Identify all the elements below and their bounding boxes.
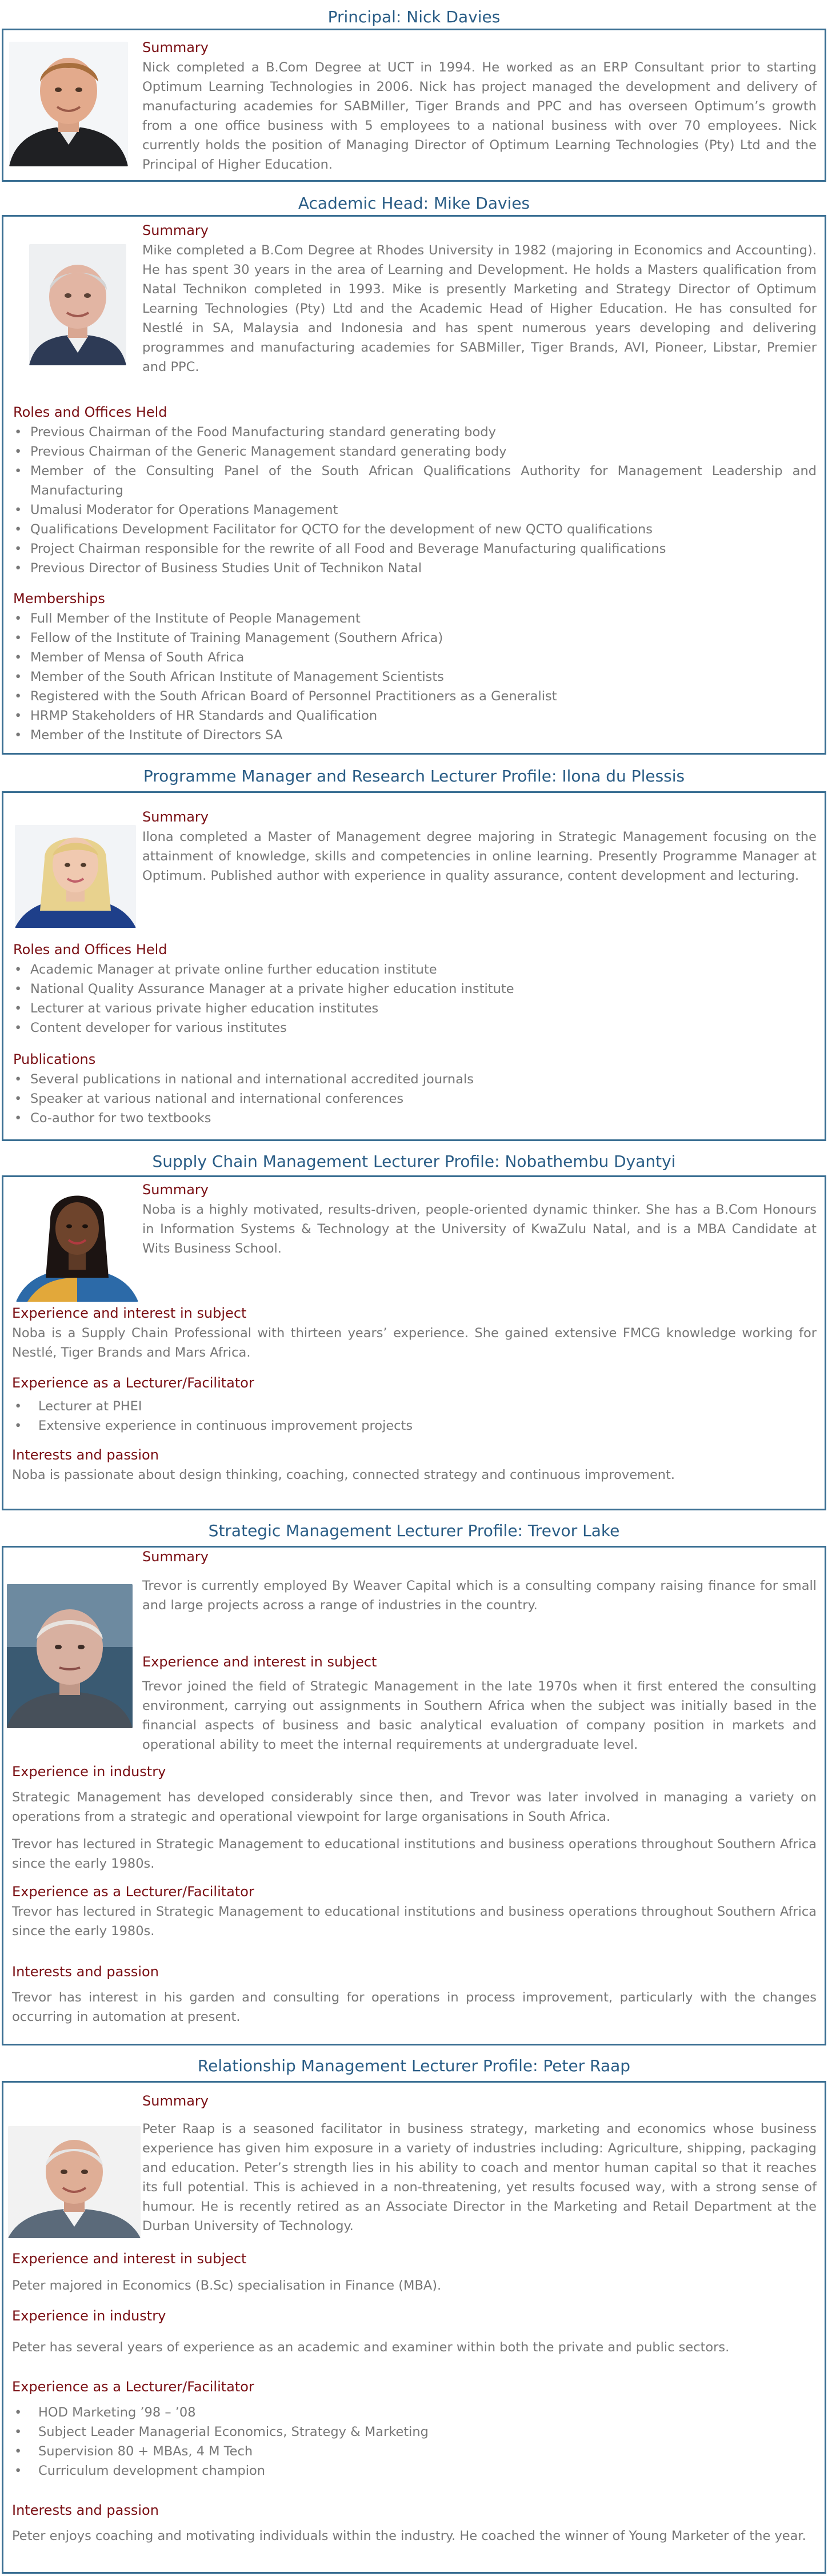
- strategic-industry-heading: Experience in industry: [12, 1764, 166, 1780]
- strategic-summary-heading: Summary: [142, 1549, 209, 1565]
- supply-chain-summary-heading: Summary: [142, 1182, 209, 1198]
- list-item: • Previous Chairman of the Food Manufacturing standard generating body: [13, 422, 817, 442]
- list-item: • Supervision 80 + MBAs, 4 M Tech: [12, 2442, 817, 2461]
- list-item: • Member of the South African Institute of Management Scientists: [13, 667, 817, 687]
- list-item: • Registered with the South African Board of Personnel Practitioners as a Generalist: [13, 687, 817, 706]
- supply-chain-experience-heading: Experience and interest in subject: [12, 1305, 247, 1321]
- list-item: • Several publications in national and international accredited journals: [13, 1070, 817, 1089]
- relationship-experience: Peter majored in Economics (B.Sc) specialisation in Finance (MBA).: [12, 2278, 442, 2293]
- programme-manager-publications-list: [13, 1070, 817, 1128]
- academic-head-title: Academic Head: Mike Davies: [298, 194, 530, 213]
- programme-manager-roles-list: [13, 960, 817, 1038]
- relationship-card: [2, 2081, 826, 2574]
- programme-manager-roles-heading: Roles and Offices Held: [13, 942, 167, 958]
- list-item: • Previous Chairman of the Generic Management standard generating body: [13, 442, 817, 461]
- academic-head-memberships-heading: Memberships: [13, 591, 105, 607]
- list-item: • Umalusi Moderator for Operations Management: [13, 500, 817, 520]
- programme-manager-photo: [15, 825, 136, 928]
- supply-chain-interests-heading: Interests and passion: [12, 1447, 159, 1463]
- list-item: • Academic Manager at private online further education institute: [13, 960, 817, 979]
- principal-summary: Nick completed a B.Com Degree at UCT in 1994. He worked as an ERP Consultant prior to starting Optimum Learning Technologies in 2006. Nick has project managed the development and delivery of manufacturing academies for SABMiller, Tiger Brands and PPC and has overseen Optimum’s growth from a one office business with 5 employees to a national business with over 70 employees. Nick currently holds the position of Managing Director of Optimum Learning Technologies (Pty) Ltd and the Principal of Higher Education.: [142, 60, 817, 172]
- list-item: • Previous Director of Business Studies Unit of Technikon Natal: [13, 559, 817, 578]
- list-item: • Speaker at various national and international conferences: [13, 1089, 817, 1108]
- strategic-industry-2: Trevor has lectured in Strategic Management to educational institutions and business operations throughout Southern Africa since the early 1980s.: [12, 1837, 817, 1871]
- list-item: • National Quality Assurance Manager at a private higher education institute: [13, 979, 817, 999]
- strategic-interests-heading: Interests and passion: [12, 1964, 159, 1980]
- list-item: • HOD Marketing ’98 – ’08: [12, 2403, 817, 2422]
- list-item: • Full Member of the Institute of People Management: [13, 609, 817, 628]
- supply-chain-interests: Noba is passionate about design thinking, coaching, connected strategy and continuous improvement.: [12, 1468, 675, 1482]
- list-item: • Member of Mensa of South Africa: [13, 648, 817, 667]
- strategic-industry-1: Strategic Management has developed considerably since then, and Trevor was later involved in managing a variety on operations from a strategic and operational viewpoint for large organisations in South Africa.: [12, 1790, 817, 1824]
- supply-chain-summary: Noba is a highly motivated, results-driven, people-oriented dynamic thinker. She has a B.Com Honours in Information Systems & Technology at the University of KwaZulu Natal, and is a MBA Candidate at Wits Business School.: [142, 1202, 817, 1256]
- academic-head-memberships-list: [13, 609, 817, 745]
- relationship-summary-heading: Summary: [142, 2093, 209, 2109]
- supply-chain-lecturer-list: [12, 1397, 817, 1435]
- relationship-experience-heading: Experience and interest in subject: [12, 2251, 247, 2267]
- relationship-summary: Peter Raap is a seasoned facilitator in business strategy, marketing and economics whose business experience has given him exposure in a variety of industries including: Agriculture, shipping, packaging and education. Peter’s strength lies in his ability to coach and mentor human capital so that it reaches its full potential. This is achieved in a non-threatening, yet results focused way, with a strong sense of humour. He is recently retired as an Associate Director in the Marketing and Retail Department at the Durban University of Technology.: [142, 2122, 817, 2234]
- list-item: • Co-author for two textbooks: [13, 1108, 817, 1128]
- list-item: • Member of the Institute of Directors SA: [13, 725, 817, 745]
- supply-chain-title: Supply Chain Management Lecturer Profile: Nobathembu Dyantyi: [152, 1152, 676, 1171]
- relationship-lecturer-heading: Experience as a Lecturer/Facilitator: [12, 2379, 254, 2395]
- list-item: • Fellow of the Institute of Training Management (Southern Africa): [13, 628, 817, 648]
- strategic-title: Strategic Management Lecturer Profile: Trevor Lake: [208, 1521, 620, 1540]
- supply-chain-experience: Noba is a Supply Chain Professional with thirteen years’ experience. She gained extensive FMCG knowledge working for Nestlé, Tiger Brands and Mars Africa.: [12, 1326, 817, 1360]
- relationship-interests-heading: Interests and passion: [12, 2502, 159, 2518]
- list-item: • Content developer for various institutes: [13, 1018, 817, 1038]
- principal-photo: [9, 42, 128, 166]
- programme-manager-title: Programme Manager and Research Lecturer Profile: Ilona du Plessis: [143, 767, 685, 785]
- relationship-industry-heading: Experience in industry: [12, 2308, 166, 2324]
- programme-manager-summary: Ilona completed a Master of Management degree majoring in Strategic Management focusing on the attainment of knowledge, skills and competencies in online learning. Presently Programme Manager at Optimum. Published author with experience in quality assurance, content development and lecturing.: [142, 830, 817, 883]
- programme-manager-summary-heading: Summary: [142, 809, 209, 825]
- list-item: • HRMP Stakeholders of HR Standards and Qualification: [13, 706, 817, 725]
- list-item: • Lecturer at PHEI: [12, 1397, 817, 1416]
- list-item: • Lecturer at various private higher education institutes: [13, 999, 817, 1018]
- list-item: • Curriculum development champion: [12, 2461, 817, 2481]
- strategic-card: [2, 1546, 826, 2045]
- relationship-title: Relationship Management Lecturer Profile: Peter Raap: [197, 2056, 631, 2075]
- relationship-photo: [8, 2126, 141, 2238]
- supply-chain-card: [2, 1175, 826, 1510]
- list-item: • Extensive experience in continuous improvement projects: [12, 1416, 817, 1435]
- strategic-experience-heading: Experience and interest in subject: [142, 1654, 377, 1670]
- principal-title: Principal: Nick Davies: [327, 7, 501, 26]
- academic-head-photo: [29, 244, 126, 365]
- strategic-lecturer-heading: Experience as a Lecturer/Facilitator: [12, 1884, 254, 1900]
- programme-manager-publications-heading: Publications: [13, 1051, 96, 1067]
- strategic-summary: Trevor is currently employed By Weaver Capital which is a consulting company raising finance for small and large projects across a range of industries in the country.: [142, 1578, 817, 1613]
- list-item: • Qualifications Development Facilitator for QCTO for the development of new QCTO qualifications: [13, 520, 817, 539]
- supply-chain-lecturer-heading: Experience as a Lecturer/Facilitator: [12, 1375, 254, 1391]
- relationship-interests: Peter enjoys coaching and motivating individuals within the industry. He coached the winner of Young Marketer of the year.: [12, 2529, 806, 2543]
- supply-chain-photo: [16, 1181, 138, 1302]
- strategic-photo: [7, 1584, 133, 1728]
- principal-card: [2, 29, 826, 182]
- academic-head-summary: Mike completed a B.Com Degree at Rhodes University in 1982 (majoring in Economics and Accounting). He has spent 30 years in the area of Learning and Development. He holds a Masters qualification from Natal Technikon completed in 1993. Mike is presently Marketing and Strategy Director of Optimum Learning Technologies (Pty) Ltd and the Academic Head of Higher Education. He has consulted for Nestlé in SA, Malaysia and Indonesia and has spent numerous years developing and delivering programmes and manufacturing academies for SABMiller, Tiger Brands, AVI, Pioneer, Libstar, Premier and PPC.: [142, 243, 817, 374]
- list-item: • Member of the Consulting Panel of the South African Qualifications Authority for Management Leadership and Manufacturing: [13, 461, 817, 500]
- principal-summary-heading: Summary: [142, 39, 209, 55]
- strategic-experience: Trevor joined the field of Strategic Management in the late 1970s when it first entered the consulting environment, carrying out assignments in Southern Africa when the subject was initially based in the financial aspects of business and basic analytical evaluation of company position in markets and operational ability to meet the internal requirements at undergraduate level.: [142, 1679, 817, 1752]
- list-item: • Project Chairman responsible for the rewrite of all Food and Beverage Manufacturing qualifications: [13, 539, 817, 559]
- relationship-industry: Peter has several years of experience as an academic and examiner within both the private and public sectors.: [12, 2340, 730, 2355]
- academic-head-card: [2, 215, 826, 755]
- strategic-lecturer: Trevor has lectured in Strategic Management to educational institutions and business operations throughout Southern Africa since the early 1980s.: [12, 1904, 817, 1939]
- relationship-lecturer-list: [12, 2403, 817, 2481]
- academic-head-summary-heading: Summary: [142, 222, 209, 238]
- programme-manager-card: [2, 791, 826, 1141]
- strategic-interests: Trevor has interest in his garden and consulting for operations in process improvement, particularly with the changes occurring in automation at present.: [12, 1990, 817, 2024]
- list-item: • Subject Leader Managerial Economics, Strategy & Marketing: [12, 2422, 817, 2442]
- academic-head-roles-list: [13, 422, 817, 578]
- academic-head-roles-heading: Roles and Offices Held: [13, 404, 167, 420]
